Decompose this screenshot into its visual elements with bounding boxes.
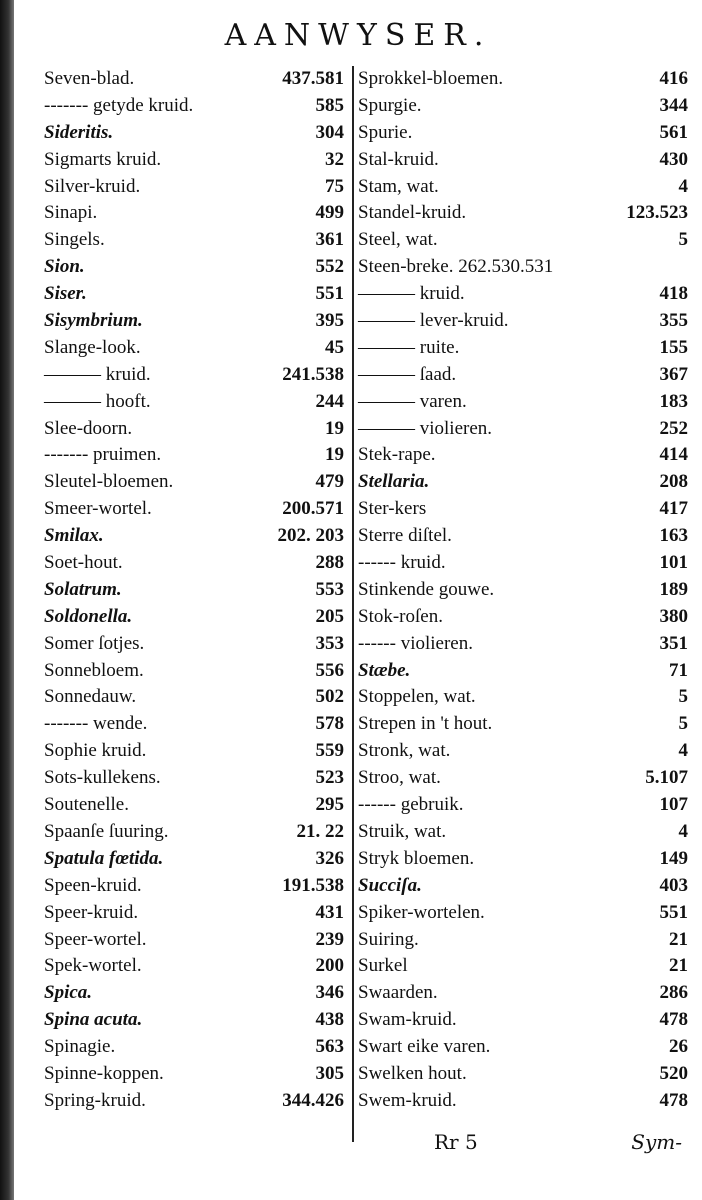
entry-term: Stroo, wat. [358, 767, 441, 789]
entry-term: ------ kruid. [358, 552, 446, 574]
entry-term: Sonnedauw. [44, 686, 137, 708]
index-entry [40, 469, 346, 496]
entry-page-number: 21 [669, 955, 688, 977]
entry-term: Smeer-wortel. [44, 498, 152, 520]
index-entry [354, 147, 694, 174]
entry-page-number: 123.523 [626, 202, 688, 224]
book-gutter-shadow [0, 0, 14, 1200]
entry-term: Spek-wortel. [44, 955, 142, 977]
entry-page-number: 502 [315, 686, 344, 708]
entry-term: Swam-kruid. [358, 1009, 457, 1031]
entry-page-number: 21 [669, 928, 688, 950]
entry-term: Seven-blad. [44, 68, 135, 89]
entry-term: ------- pruimen. [44, 444, 162, 466]
entry-page-number: 395 [315, 310, 344, 332]
entry-page-number: 155 [659, 336, 688, 358]
page-title: AANWYSER. [224, 18, 492, 53]
index-entry [40, 174, 346, 201]
entry-page-number: 559 [315, 740, 344, 762]
index-entry [354, 900, 694, 927]
book-page [14, 0, 702, 1200]
index-entry [40, 227, 346, 254]
entry-term: ------ gebruik. [358, 794, 464, 816]
index-entry [40, 900, 346, 927]
index-entry [40, 765, 346, 792]
entry-page-number: 403 [659, 874, 688, 896]
entry-term: Singels. [44, 229, 105, 251]
index-entry [40, 846, 346, 873]
entry-page-number: 478 [659, 1089, 688, 1111]
entry-page-number: 344 [659, 94, 688, 116]
index-entry [354, 416, 694, 443]
entry-page-number: 295 [315, 794, 344, 816]
entry-term: Spica. [44, 982, 93, 1004]
entry-term: Succiſa. [358, 874, 422, 896]
entry-term: Suiring. [358, 928, 419, 950]
index-entry [40, 496, 346, 523]
entry-term: Surkel [358, 955, 408, 977]
index-entry [354, 1034, 694, 1061]
entry-term: Sinapi. [44, 202, 98, 224]
entry-term: Struik, wat. [358, 820, 447, 842]
entry-term: ------- getyde kruid. [44, 94, 194, 116]
entry-page-number: 208 [659, 471, 688, 493]
entry-term: Silver-kruid. [44, 175, 141, 197]
index-entry [40, 416, 346, 443]
entry-page-number: 353 [315, 632, 344, 654]
entry-page-number: 344.426 [282, 1089, 344, 1111]
index-entry [354, 254, 694, 281]
entry-term: Speen-kruid. [44, 874, 142, 896]
entry-term: Sprokkel-bloemen. [358, 68, 504, 89]
index-entry [354, 362, 694, 389]
index-entry [354, 335, 694, 362]
index-entry [40, 335, 346, 362]
signature-mark: Rr 5 [434, 1130, 478, 1154]
index-entry [40, 389, 346, 416]
entry-page-number: 499 [315, 202, 344, 224]
entry-page-number: 21. 22 [296, 820, 344, 842]
entry-term: Sigmarts kruid. [44, 148, 162, 170]
entry-page-number: 101 [659, 552, 688, 574]
entry-term: ——— kruid. [44, 363, 151, 385]
index-entry [354, 846, 694, 873]
entry-page-number: 45 [325, 336, 344, 358]
entry-term: Sion. [44, 256, 85, 278]
index-entry [40, 1088, 346, 1115]
index-entry [40, 66, 346, 93]
entry-page-number: 346 [315, 982, 344, 1004]
entry-term: ——— varen. [358, 390, 467, 412]
index-entry [40, 254, 346, 281]
index-entry [354, 1088, 694, 1115]
entry-page-number: 553 [315, 578, 344, 600]
index-entry [40, 792, 346, 819]
index-entry [40, 1034, 346, 1061]
index-entry [40, 953, 346, 980]
entry-term: Standel-kruid. [358, 202, 467, 224]
entry-page-number: 437.581 [282, 68, 344, 89]
index-entry [354, 227, 694, 254]
index-entry [40, 1061, 346, 1088]
index-entry [40, 550, 346, 577]
entry-term: Swaarden. [358, 982, 438, 1004]
entry-term: Solatrum. [44, 578, 122, 600]
entry-page-number: 19 [325, 444, 344, 466]
entry-page-number: 380 [659, 605, 688, 627]
entry-page-number: 418 [659, 283, 688, 305]
entry-term: Swart eike varen. [358, 1036, 491, 1058]
entry-page-number: 4 [678, 740, 688, 762]
entry-term: ------ violieren. [358, 632, 473, 654]
entry-page-number: 189 [659, 578, 688, 600]
index-entry [40, 200, 346, 227]
entry-page-number: 430 [659, 148, 688, 170]
entry-page-number: 241.538 [282, 363, 344, 385]
index-entry [354, 684, 694, 711]
entry-term: Strepen in 't hout. [358, 713, 493, 735]
index-entry [40, 604, 346, 631]
entry-term: Sophie kruid. [44, 740, 147, 762]
entry-term: Stronk, wat. [358, 740, 451, 762]
entry-term: Stok-roſen. [358, 605, 443, 627]
index-entry [354, 1007, 694, 1034]
entry-page-number: 361 [315, 229, 344, 251]
entry-term: Sleutel-bloemen. [44, 471, 174, 493]
index-entry [40, 738, 346, 765]
entry-page-number: 585 [315, 94, 344, 116]
index-entry [40, 523, 346, 550]
entry-page-number: 561 [659, 121, 688, 143]
index-entry [354, 873, 694, 900]
entry-page-number: 523 [315, 767, 344, 789]
entry-term: Speer-wortel. [44, 928, 147, 950]
index-entry [40, 147, 346, 174]
entry-page-number: 367 [659, 363, 688, 385]
entry-term: ——— hooft. [44, 390, 151, 412]
index-entry [40, 980, 346, 1007]
index-entry [40, 120, 346, 147]
entry-page-number: 183 [659, 390, 688, 412]
entry-term: Soutenelle. [44, 794, 129, 816]
entry-page-number: 414 [659, 444, 688, 466]
entry-page-number: 286 [659, 982, 688, 1004]
entry-page-number: 5.107 [645, 767, 688, 789]
entry-page-number: 431 [315, 901, 344, 923]
index-entry [40, 711, 346, 738]
index-entry [354, 281, 694, 308]
index-entry [40, 927, 346, 954]
index-entry [354, 792, 694, 819]
entry-page-number: 19 [325, 417, 344, 439]
entry-term: Sonnebloem. [44, 659, 144, 681]
index-entry [354, 174, 694, 201]
entry-term: ——— ruite. [358, 336, 460, 358]
entry-page-number: 478 [659, 1009, 688, 1031]
entry-term: Stæbe. [358, 659, 411, 681]
index-entry [40, 631, 346, 658]
entry-page-number: 304 [315, 121, 344, 143]
entry-page-number: 75 [325, 175, 344, 197]
entry-page-number: 438 [315, 1009, 344, 1031]
entry-term: Stinkende gouwe. [358, 578, 495, 600]
entry-term: Spatula fœtida. [44, 847, 164, 869]
index-entry [354, 308, 694, 335]
entry-page-number: 252 [659, 417, 688, 439]
entry-term: Speer-kruid. [44, 901, 139, 923]
entry-page-number: 200 [315, 955, 344, 977]
index-entry [40, 684, 346, 711]
entry-page-number: 326 [315, 847, 344, 869]
entry-term: Sots-kullekens. [44, 767, 161, 789]
page-footer [14, 1130, 702, 1160]
entry-term: Spaanſe ſuuring. [44, 820, 169, 842]
index-entry [354, 93, 694, 120]
index-entry [354, 200, 694, 227]
index-entry [354, 765, 694, 792]
index-entry [354, 469, 694, 496]
entry-page-number: 416 [659, 68, 688, 89]
entry-page-number: 563 [315, 1036, 344, 1058]
entry-term: Sideritis. [44, 121, 114, 143]
index-entry [354, 442, 694, 469]
index-entry [354, 927, 694, 954]
entry-page-number: 578 [315, 713, 344, 735]
index-entry [354, 389, 694, 416]
entry-term: Swelken hout. [358, 1062, 467, 1084]
entry-page-number: 5 [678, 686, 688, 708]
entry-term: Stryk bloemen. [358, 847, 475, 869]
entry-page-number: 149 [659, 847, 688, 869]
entry-term: Stek-rape. [358, 444, 436, 466]
entry-page-number: 417 [659, 498, 688, 520]
index-entry [40, 442, 346, 469]
entry-term: Somer ſotjes. [44, 632, 145, 654]
index-entry [40, 658, 346, 685]
entry-term: Stellaria. [358, 471, 430, 493]
entry-page-number: 4 [678, 820, 688, 842]
index-entry [354, 66, 694, 93]
entry-page-number: 551 [315, 283, 344, 305]
entry-page-number: 5 [678, 229, 688, 251]
entry-term: Siser. [44, 283, 87, 305]
index-entry [354, 738, 694, 765]
index-entry [354, 658, 694, 685]
index-entry [354, 523, 694, 550]
entry-page-number: 551 [659, 901, 688, 923]
index-entry [354, 819, 694, 846]
entry-page-number: 163 [659, 525, 688, 547]
entry-term: Sterre diſtel. [358, 525, 452, 547]
entry-page-number: 202. 203 [277, 525, 344, 547]
index-entry [40, 873, 346, 900]
entry-term: ------- wende. [44, 713, 148, 735]
entry-page-number: 556 [315, 659, 344, 681]
entry-page-number: 200.571 [282, 498, 344, 520]
entry-term: ——— lever-kruid. [358, 310, 509, 332]
entry-term: Stam, wat. [358, 175, 439, 197]
index-entry [354, 953, 694, 980]
entry-page-number: 107 [659, 794, 688, 816]
entry-term: Slee-doorn. [44, 417, 133, 439]
entry-page-number: 355 [659, 310, 688, 332]
index-column-left [40, 66, 346, 1115]
entry-term: Spurie. [358, 121, 413, 143]
index-entry [40, 362, 346, 389]
entry-term: Spinne-koppen. [44, 1062, 164, 1084]
index-column-right [352, 66, 694, 1142]
index-entry [40, 93, 346, 120]
index-entry [354, 980, 694, 1007]
entry-term: ——— ſaad. [358, 363, 457, 385]
entry-page-number: 305 [315, 1062, 344, 1084]
index-entry [40, 308, 346, 335]
entry-term: Swem-kruid. [358, 1089, 457, 1111]
entry-term: Soet-hout. [44, 552, 123, 574]
entry-term: Slange-look. [44, 336, 141, 358]
entry-term: Stal-kruid. [358, 148, 439, 170]
entry-term: Soldonella. [44, 605, 133, 627]
entry-term: Spring-kruid. [44, 1089, 146, 1111]
index-entry [40, 577, 346, 604]
entry-term: Ster-kers [358, 498, 427, 520]
index-entry [354, 604, 694, 631]
entry-page-number: 26 [669, 1036, 688, 1058]
entry-term: Spina acuta. [44, 1009, 143, 1031]
entry-page-number: 5 [678, 713, 688, 735]
entry-page-number: 4 [678, 175, 688, 197]
index-entry [40, 819, 346, 846]
entry-page-number: 244 [315, 390, 344, 412]
catchword: Sym- [631, 1130, 682, 1154]
entry-page-number: 205 [315, 605, 344, 627]
index-entry [40, 281, 346, 308]
entry-page-number: 351 [659, 632, 688, 654]
entry-term: Spurgie. [358, 94, 422, 116]
entry-page-number: 191.538 [282, 874, 344, 896]
entry-term: Spiker-wortelen. [358, 901, 485, 923]
entry-term: Steel, wat. [358, 229, 438, 251]
index-entry [354, 1061, 694, 1088]
entry-page-number: 32 [325, 148, 344, 170]
entry-page-number: 71 [669, 659, 688, 681]
entry-page-number: 520 [659, 1062, 688, 1084]
index-entry [354, 550, 694, 577]
entry-term: ——— violieren. [358, 417, 493, 439]
entry-page-number: 552 [315, 256, 344, 278]
entry-term: Smilax. [44, 525, 104, 547]
entry-term: ——— kruid. [358, 283, 465, 305]
index-entry [354, 120, 694, 147]
entry-term: Spinagie. [44, 1036, 116, 1058]
entry-page-number: 288 [315, 552, 344, 574]
entry-page-number: 479 [315, 471, 344, 493]
index-entry [354, 631, 694, 658]
index-entry [40, 1007, 346, 1034]
entry-term: Stoppelen, wat. [358, 686, 476, 708]
index-entry [354, 577, 694, 604]
entry-page-number: 239 [315, 928, 344, 950]
index-entry [354, 711, 694, 738]
entry-term: Sisymbrium. [44, 310, 143, 332]
entry-term: Steen-breke. 262.530.531 [358, 256, 554, 278]
index-entry [354, 496, 694, 523]
